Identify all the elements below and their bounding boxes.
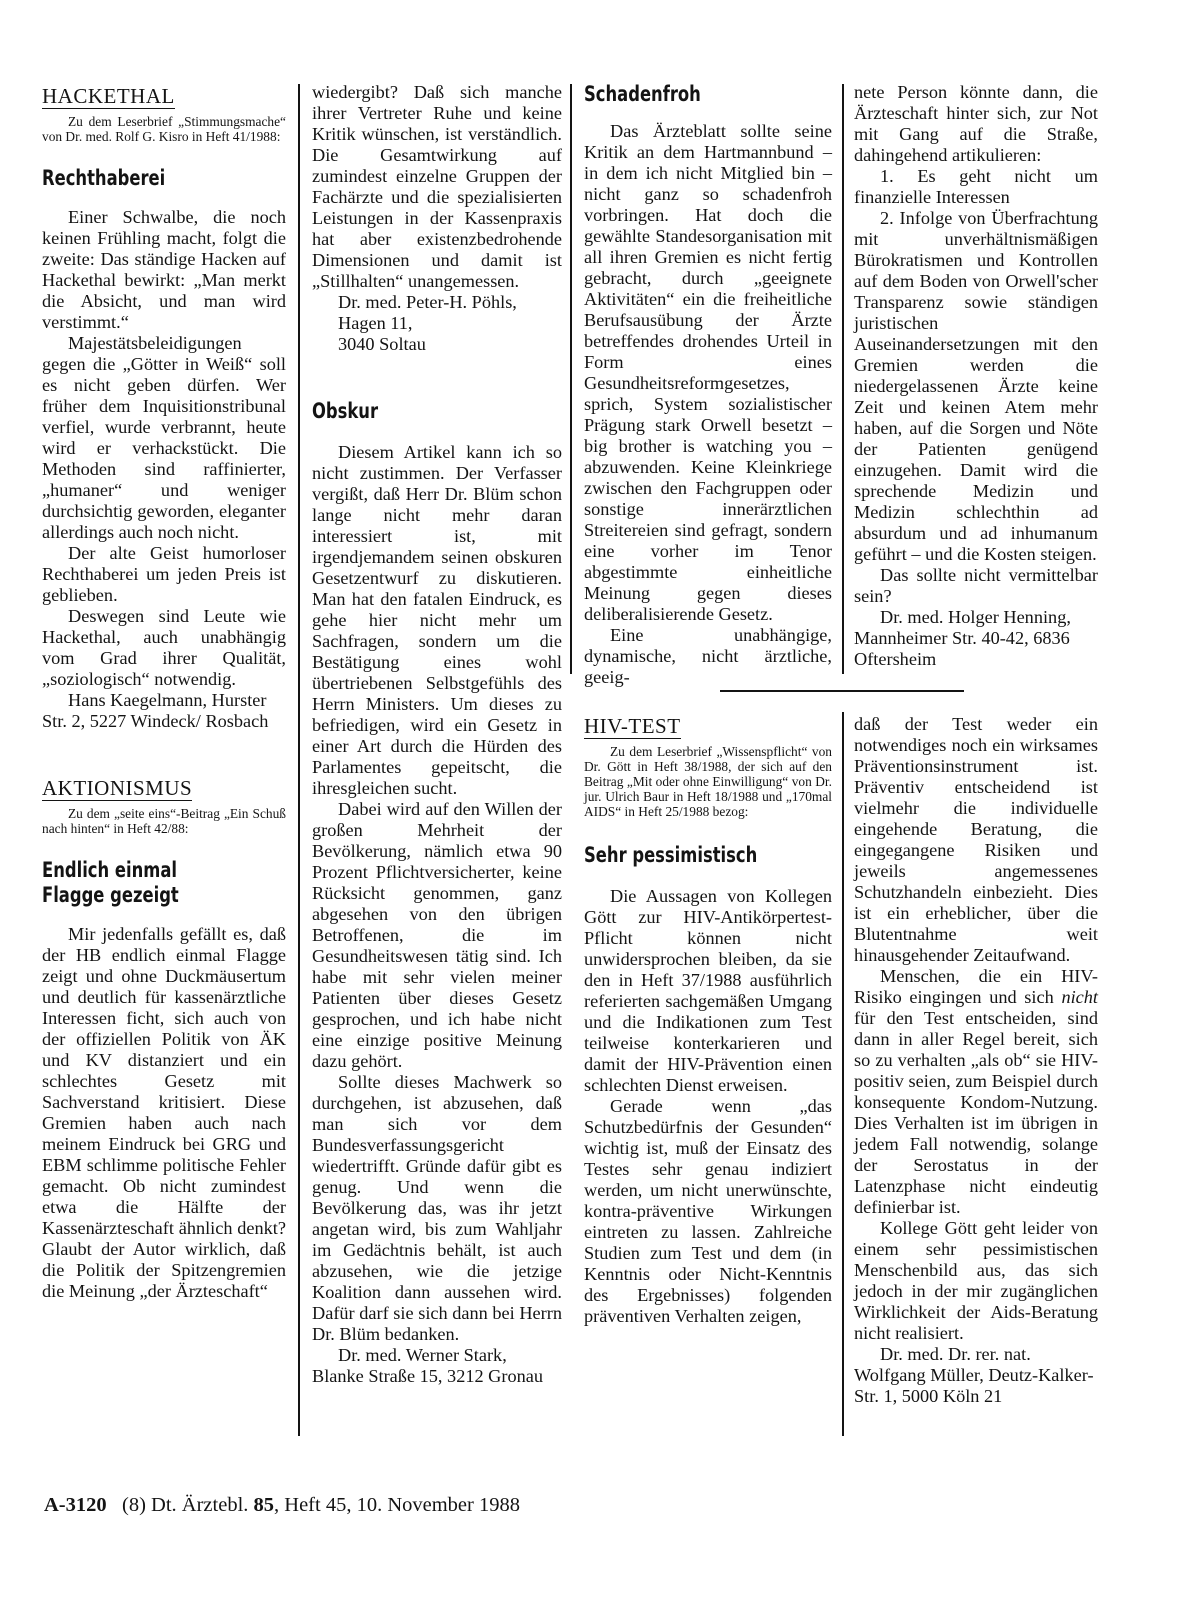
volume: 85 [253, 1494, 275, 1516]
column-divider [298, 84, 300, 1436]
headline-line: Flagge gezeigt [42, 883, 179, 907]
headline-endlich-einmal [42, 858, 232, 908]
reference-note: Zu dem Leserbrief „Stimmungsmache“ von Dr. med. Rolf G. Kisro in Heft 41/1988: [42, 114, 286, 144]
paragraph: Eine unabhängige, dynamische, nicht ärztliche, geeig- [584, 625, 832, 687]
paragraph: Das sollte nicht vermittelbar sein? [854, 565, 1098, 606]
paragraph: Diesem Artikel kann ich so nicht zustimmen. Der Verfasser vergißt, daß Herr Dr. Blüm schon lange nicht mehr daran interessiert ist, mit irgendjemandem seinen obskuren Gesetzentwurf zu diskutieren. Man hat den fatalen Eindruck, es gehe hier nicht mehr um Sachfragen, sondern um die Bestätigung eines wohl übertriebenen Selbstgefühls des Herrn Ministers. Um dieses zu befriedigen, wird ein Gesetz in einer Art durch die Hürden des Parlamentes gepeitscht, die ihresgleichen sucht. [312, 442, 562, 798]
column-4 [854, 82, 1098, 670]
signature-line: Dr. med. Peter-H. Pöhls, [338, 292, 517, 312]
paragraph: Deswegen sind Leute wie Hackethal, auch unabhängig vom Grad ihrer Qualität, „soziologisch“ notwendig. [42, 606, 286, 689]
reference-note: Zu dem „seite eins“-Beitrag „Ein Schuß nach hinten“ in Heft 42/88: [42, 806, 286, 836]
column-divider [570, 84, 572, 674]
paragraph: Mir jedenfalls gefällt es, daß der HB endlich einmal Flagge zeigt und ohne Duckmäusertum und deutlich für kassenärztliche Interessen ficht, sich auch von der offiziellen Politik von ÄK und KV distanziert und ein schlechtes Gesetz mit Sachverstand kritisiert. Diese Gremien haben auch nach meinem Eindruck bei GRG und EBM schlimme politische Fehler gemacht. Ob nicht zumindest etwa die Hälfte der Kassenärzteschaft ähnlich denkt? Glaubt der Autor wirklich, daß die Politik der Spitzengremien die Meinung „der Ärzteschaft“ [42, 924, 286, 1301]
headline-line: Endlich einmal [42, 858, 178, 882]
hiv-column-left [584, 714, 832, 1327]
column-divider [842, 84, 844, 674]
citation-date: , Heft 45, 10. November 1988 [274, 1494, 520, 1516]
paragraph: Sollte dieses Machwerk so durchgehen, ist abzusehen, daß man sich vor dem Bundesverfassungsgericht wiedertrifft. Gründe dafür gibt es genug. Und wenn die Bevölkerung das, was ihr jetzt angetan wird, bis zum Wahljahr im Gedächtnis behält, ist auch abzusehen, wie die jetzige Koalition dann aussehen wird. Dafür darf sie sich dann bei Herrn Dr. Blüm bedanken. [312, 1072, 562, 1344]
column-3 [584, 82, 832, 688]
signature: Dr. med. Werner Stark, Blanke Straße 15, 3212 Gronau [312, 1345, 544, 1386]
paragraph: Das Ärzteblatt sollte seine Kritik an dem Hartmannbund – in dem ich nicht Mitglied bin – nicht ganz so schadenfroh vorbringen. Hat doch die gewählte Standesorganisation mit all ihren Gremien es nicht fertig gebracht, durch „geeignete Aktivitäten“ ein die freiheitliche Berufsausübung der Ärzte betreffendes drohendes Urteil in Form eines Gesundheitsreformgesetzes, sprich, System sozialistischer Prägung stark Orwell besetzt – big brother is watching you – abzuwenden. Keine Kleinkriege zwischen den Fachgruppen oder sonstige innerärztlichen Streitereien sind gefragt, sondern eine vorher im Tenor abgestimmte einheitliche Meinung gegen dieses deliberalisierende Gesetz. [584, 121, 832, 624]
paragraph: wiedergibt? Daß sich manche ihrer Vertreter Ruhe und keine Kritik wünschen, ist verständlich. Die Gesamtwirkung auf zumindest einzelne Gruppen der Fachärzte und die spezialisierten Leistungen in der Kassenpraxis hat aber existenzbedrohende Dimensionen und damit ist „Stillhalten“ unangemessen. [312, 82, 562, 291]
headline-rechthaberei: Rechthaberei [42, 166, 166, 190]
signature-line: 3040 Soltau [338, 334, 426, 354]
paragraph: Der alte Geist humorloser Rechthaberei um jeden Preis ist geblieben. [42, 543, 286, 605]
rubric-hackethal: HACKETHAL [42, 84, 175, 108]
headline-schadenfroh: Schadenfroh [584, 82, 701, 106]
signature: Dr. med. Holger Henning, Mannheimer Str. 40-42, 6836 Oftersheim [854, 607, 1071, 669]
hiv-column-right [854, 714, 1098, 1407]
paragraph: nete Person könnte dann, die Ärzteschaft hinter sich, zur Not mit Gang auf die Straße, dahingehend artikulieren: [854, 82, 1098, 165]
page-footer [44, 1494, 520, 1517]
headline-obskur: Obskur [312, 399, 379, 423]
rubric-hiv-test: HIV-TEST [584, 714, 681, 738]
column-divider [842, 712, 844, 1436]
headline-sehr-pessimistisch: Sehr pessimistisch [584, 843, 758, 867]
paragraph: 1. Es geht nicht um finanzielle Interessen [854, 166, 1098, 207]
signature: Dr. med. Dr. rer. nat. Wolfgang Müller, Deutz-Kalker-Str. 1, 5000 Köln 21 [854, 1344, 1094, 1406]
paragraph: Einer Schwalbe, die noch keinen Frühling macht, folgt die zweite: Das ständige Hacken auf Hackethal bewirkt: „Man merkt die Absicht, und man wird verstimmt.“ [42, 207, 286, 332]
citation: (8) Dt. Ärztebl. [122, 1494, 254, 1516]
column-2 [312, 82, 562, 1387]
paragraph: daß der Test weder ein notwendiges noch ein wirksames Präventionsinstrument ist. Präventiv entscheidend ist vielmehr die individuelle eingehende Beratung, die eingegangene Risiken und jeweils angemessenes Schutzhandeln einbezieht. Dies ist ein erheblicher, über die Blutentnahme weit hinausgehender Zeitaufwand. [854, 714, 1098, 965]
page-number: A-3120 [44, 1494, 107, 1516]
section-divider [720, 690, 964, 692]
paragraph: Die Aussagen von Kollegen Gött zur HIV-Antikörpertest-Pflicht können nicht unwidersprochen bleiben, da sie den in Heft 37/1988 ausführlich referierten sachgemäßen Umgang und die Indikationen zum Test teilweise konterkarieren und damit der HIV-Prävention einen schlechten Dienst erweisen. [584, 886, 832, 1095]
paragraph: Dabei wird auf den Willen der großen Mehrheit der Bevölkerung, nämlich etwa 90 Prozent Pflichtversicherter, keine Rücksicht genommen, ganz abgesehen von den übrigen Betroffenen, die im Gesundheitswesen tätig sind. Ich habe mit sehr vielen meiner Patienten über dieses Gesetz gesprochen, und ich habe nicht eine einzige positive Meinung dazu gehört. [312, 799, 562, 1071]
paragraph: Menschen, die ein HIV-Risiko eingingen und sich nicht für den Test entscheiden, sind dann in aller Regel bereit, sich so zu verhalten „als ob“ sie HIV-positiv seien, zum Beispiel durch konsequente Kondom-Nutzung. Dies Verhalten ist im übrigen in jedem Fall notwendig, solange der Serostatus in der Latenzphase nicht eindeutig definierbar ist. [854, 966, 1098, 1217]
reference-note: Zu dem Leserbrief „Wissenspflicht“ von Dr. Gött in Heft 38/1988, der sich auf den Beitrag „Mit oder ohne Einwilligung“ von Dr. jur. Ulrich Baur in Heft 18/1988 und „170mal AIDS“ in Heft 25/1988 bezog: [584, 744, 832, 819]
paragraph: Kollege Gött geht leider von einem sehr pessimistischen Menschenbild aus, das sich jedoch in der mir zugänglichen Wirklichkeit der Aids-Beratung nicht realisiert. [854, 1218, 1098, 1343]
emphasis: nicht [1061, 987, 1098, 1007]
rubric-aktionismus: AKTIONISMUS [42, 776, 193, 800]
paragraph: 2. Infolge von Überfrachtung mit unverhältnismäßigen Bürokratismen und Kontrollen auf dem Boden von Orwell'scher Transparenz sowie ständigen juristischen Auseinandersetzungen mit den Gremien werden die niedergelassenen Ärzte keine Zeit und keinen Atem mehr haben, auf die Sorgen und Nöte der Patienten genügend einzugehen. Damit wird die sprechende Medizin und Medizin schlechthin ad absurdum und ad inhumanum geführt – und die Kosten steigen. [854, 208, 1098, 564]
paragraph: Gerade wenn „das Schutzbedürfnis der Gesunden“ wichtig ist, muß der Einsatz des Testes sehr genau indiziert werden, um nicht unerwünschte, kontra-präventive Wirkungen eintreten zu lassen. Zahlreiche Studien zum Test und dem (in Kenntnis oder Nicht-Kenntnis des Ergebnisses) folgenden präventiven Verhalten zeigen, [584, 1096, 832, 1326]
paragraph: Majestätsbeleidigungen gegen die „Götter in Weiß“ soll es nicht geben dürfen. Wer früher dem Inquisitionstribunal verfiel, wurde verbrannt, heute wird er verhackstückt. Die Methoden sind raffinierter, „humaner“ und weniger durchsichtig geworden, eleganter allerdings auch noch nicht. [42, 333, 286, 542]
signature-line: Hagen 11, [338, 313, 413, 333]
signature: Hans Kaegelmann, Hurster Str. 2, 5227 Windeck/ Rosbach [42, 690, 269, 731]
column-1 [42, 84, 286, 1302]
